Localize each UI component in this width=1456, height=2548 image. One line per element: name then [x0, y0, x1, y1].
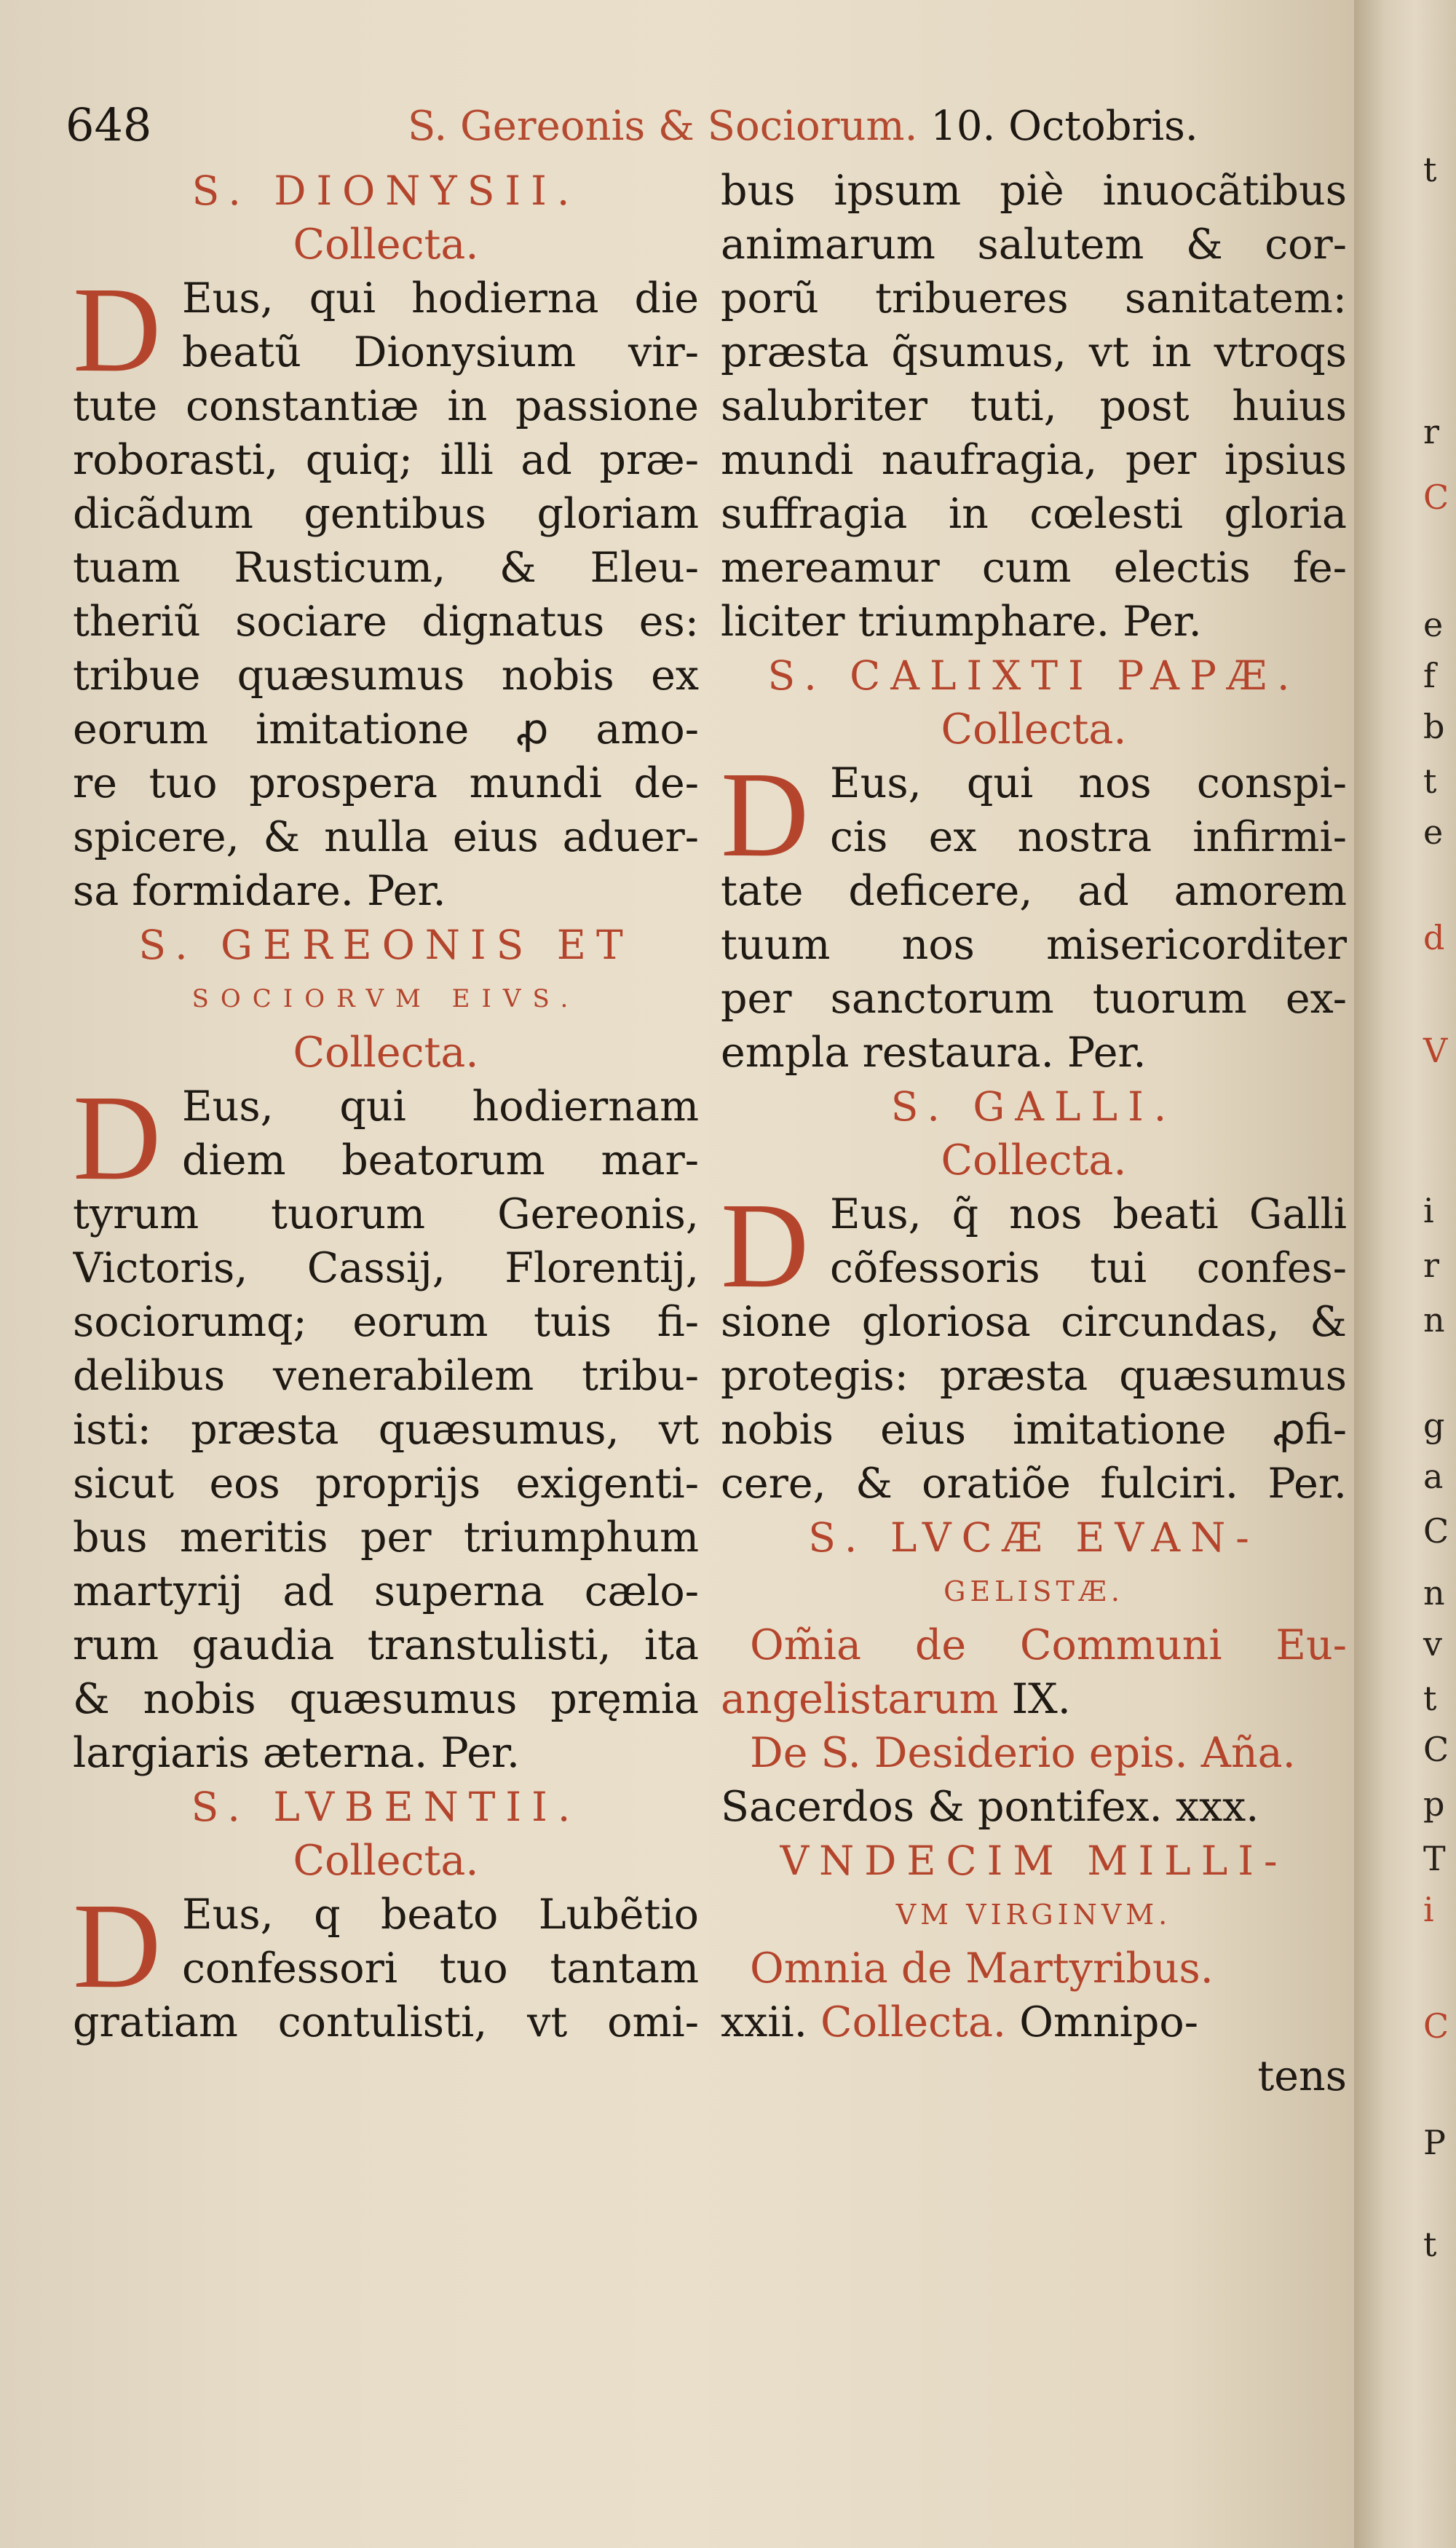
text-line: gratiam contulisti, vt omi-: [73, 1998, 699, 2046]
text-line: Eus, qui hodierna die: [182, 274, 699, 323]
right-column: [721, 164, 1347, 2103]
text-line: Eus, qui hodiernam: [182, 1083, 699, 1131]
section-subheading-lucae: GELISTÆ.: [943, 1575, 1124, 1607]
prayer-dionysii: [73, 262, 699, 918]
text-line: Victoris, Cassij, Florentij,: [73, 1244, 699, 1292]
text-line: tribue quæsumus nobis ex: [73, 652, 699, 700]
edge-letter: f: [1423, 656, 1436, 695]
text-line: martyrij ad superna cælo-: [73, 1567, 699, 1615]
collecta-label: Collecta.: [293, 221, 479, 269]
text-line: tate deficere, ad amorem: [721, 867, 1347, 915]
rubric-line: Om̃ia de Communi Eu-: [750, 1621, 1347, 1669]
text-line: & nobis quæsumus pręmia: [73, 1675, 699, 1723]
text-line: dicãdum gentibus gloriam: [73, 490, 699, 538]
section-heading-dionysii: S. DIONYSII.: [191, 167, 580, 214]
edge-letter: r: [1423, 412, 1439, 451]
edge-letter: n: [1423, 1300, 1445, 1340]
rubric-line: [721, 1672, 1347, 1726]
text-line: sione gloriosa circundas, &: [721, 1298, 1347, 1346]
rubric-line: De S. Desiderio epis. Aña.: [750, 1729, 1296, 1777]
edge-letter: t: [1423, 150, 1437, 189]
section-heading-calixti: S. CALIXTI PAPÆ.: [767, 652, 1300, 699]
text-line: theriũ sociare dignatus es:: [73, 598, 699, 646]
catchword: tens: [1257, 2052, 1347, 2100]
text-line: præsta q̃sumus, vt in vtroqs: [721, 328, 1347, 376]
edge-letter: t: [1423, 1679, 1437, 1718]
text-line: mundi naufragia, per ipsius: [721, 436, 1347, 484]
edge-letter: p: [1423, 1784, 1445, 1824]
prayer-lubentii: [73, 1878, 699, 2049]
text-line: Eus, q beato Lubẽtio: [182, 1891, 699, 1939]
section-heading-gereonis: S. GEREONIS ET: [138, 922, 633, 968]
text-line: Eus, q̃ nos beati Galli: [830, 1190, 1347, 1238]
edge-letter: r: [1423, 1246, 1439, 1285]
edge-letter: V: [1423, 1031, 1448, 1070]
text-line: liciter triumphare. Per.: [721, 598, 1202, 646]
text-line: suffragia in cœlesti gloria: [721, 490, 1347, 538]
prayer-galli: [721, 1178, 1347, 1511]
text-line: rum gaudia transtulisti, ita: [73, 1621, 699, 1669]
running-title-text: S. Gereonis & Sociorum.: [408, 103, 918, 150]
text-line: cõfessoris tui confes-: [830, 1244, 1347, 1292]
drop-cap-initial: D: [73, 262, 162, 397]
rubric-line: Omnia de Martyribus.: [750, 1944, 1214, 1993]
edge-letter: i: [1423, 1191, 1434, 1230]
text-line: tyrum tuorum Gereonis,: [73, 1190, 699, 1238]
edge-letter: C: [1423, 2006, 1449, 2046]
edge-letter: n: [1423, 1573, 1445, 1613]
text-line: sa formidare. Per.: [73, 867, 446, 915]
prayer-calixti: [721, 747, 1347, 1080]
edge-letter: e: [1423, 812, 1444, 852]
edge-letter: b: [1423, 707, 1445, 746]
section-subheading-gereonis: SOCIORVM EIVS.: [191, 984, 580, 1013]
edge-letter: C: [1423, 1511, 1449, 1551]
section-heading-lucae: S. LVCÆ EVAN-: [808, 1514, 1259, 1561]
text-fragment: Omnipo-: [1019, 1998, 1198, 2046]
edge-letter: t: [1423, 2225, 1437, 2264]
text-line: spicere, & nulla eius aduer-: [73, 813, 699, 861]
page-header: [66, 98, 1318, 157]
section-subheading-undecim: VM VIRGINVM.: [895, 1899, 1172, 1931]
rubric-number: xxii.: [721, 1998, 807, 2046]
edge-letter: C: [1423, 1730, 1449, 1769]
text-line: tute constantiæ in passione: [73, 382, 699, 430]
section-heading-galli: S. GALLI.: [890, 1083, 1177, 1130]
collecta-label: Collecta.: [941, 1136, 1127, 1184]
collecta-label: Collecta.: [941, 705, 1127, 753]
rubric-line: [721, 1995, 1347, 2049]
drop-cap-initial: D: [721, 1178, 810, 1313]
text-line: nobis eius imitatione ꝓfi-: [721, 1406, 1347, 1454]
edge-letter: d: [1423, 918, 1445, 957]
text-line: cere, & oratiõe fulciri. Per.: [721, 1460, 1347, 1508]
collecta-label: Collecta.: [293, 1029, 479, 1077]
drop-cap-initial: D: [73, 1070, 162, 1206]
text-line: tuam Rusticum, & Eleu-: [73, 544, 699, 592]
text-line: Sacerdos & pontifex. xxx.: [721, 1783, 1259, 1831]
text-line: largiaris æterna. Per.: [73, 1729, 521, 1777]
edge-letter: e: [1423, 605, 1444, 644]
text-line: sociorumq; eorum tuis fi-: [73, 1298, 699, 1346]
text-line: per sanctorum tuorum ex-: [721, 975, 1347, 1023]
text-line: salubriter tuti, post huius: [721, 382, 1347, 430]
rubric-text: Collecta.: [820, 1998, 1007, 2046]
text-line: bus ipsum piè inuocãtibus: [721, 167, 1347, 215]
running-title: [408, 103, 1198, 150]
text-line: animarum salutem & cor-: [721, 221, 1347, 269]
text-line: porũ tribueres sanitatem:: [721, 274, 1347, 323]
collecta-label: Collecta.: [293, 1837, 479, 1885]
text-line: confessori tuo tantam: [182, 1944, 699, 1993]
text-line: delibus venerabilem tribu-: [73, 1352, 699, 1400]
text-line: empla restaura. Per.: [721, 1029, 1147, 1077]
section-heading-lubentii: S. LVBENTII.: [191, 1784, 581, 1830]
text-line: bus meritis per triumphum: [73, 1514, 699, 1562]
text-line: cis ex nostra infirmi-: [830, 813, 1347, 861]
edge-letter: g: [1423, 1406, 1445, 1445]
text-line: protegis: præsta quæsumus: [721, 1352, 1347, 1400]
edge-letter: P: [1423, 2123, 1446, 2162]
text-line: eorum imitatione ꝓ amo-: [73, 705, 699, 753]
text-line: Eus, qui nos conspi-: [830, 759, 1347, 807]
text-line: sicut eos proprijs exigenti-: [73, 1460, 699, 1508]
edge-letter: T: [1423, 1839, 1446, 1878]
edge-letter: t: [1423, 761, 1437, 801]
text-line: isti: præsta quæsumus, vt: [73, 1406, 699, 1454]
text-line: mereamur cum electis fe-: [721, 544, 1347, 592]
rubric-number: IX.: [1011, 1675, 1071, 1723]
left-column: [73, 164, 699, 2049]
text-line: diem beatorum mar-: [182, 1136, 699, 1184]
text-line: roborasti, quiq; illi ad præ-: [73, 436, 699, 484]
edge-letter: a: [1423, 1457, 1444, 1496]
edge-letter: i: [1423, 1890, 1434, 1929]
text-line: tuum nos misericorditer: [721, 921, 1347, 969]
page-number: 648: [66, 98, 152, 151]
prayer-lubentii-continuation: [721, 164, 1347, 649]
running-title-date: 10. Octobris.: [930, 103, 1198, 150]
drop-cap-initial: D: [721, 747, 810, 882]
rubric-text: angelistarum: [721, 1675, 999, 1723]
edge-letter: C: [1423, 478, 1449, 517]
text-line: beatũ Dionysium vir-: [182, 328, 699, 376]
edge-letter: v: [1423, 1624, 1442, 1663]
section-heading-undecim: VNDECIM MILLI-: [780, 1837, 1288, 1884]
drop-cap-initial: D: [73, 1878, 162, 2014]
facing-page-edge: [1423, 0, 1456, 2548]
prayer-gereonis: [73, 1070, 699, 1780]
text-line: re tuo prospera mundi de-: [73, 759, 699, 807]
